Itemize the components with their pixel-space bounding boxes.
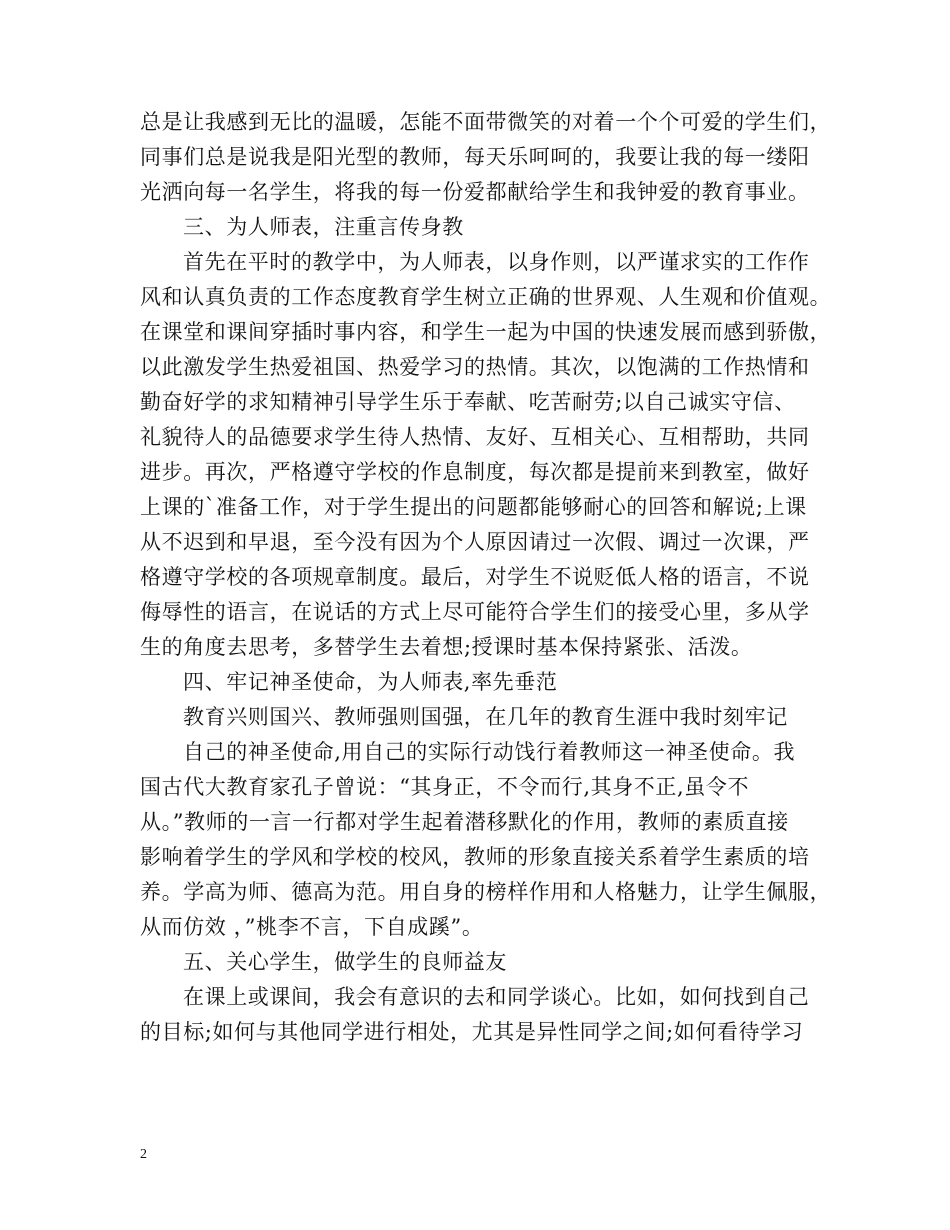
- paragraph-line: 首先在平时的教学中，为人师表，以身作则，以严谨求实的工作作: [183, 250, 810, 274]
- section-heading: 五、关心学生，做学生的良师益友: [183, 950, 507, 974]
- paragraph-line: 从。”教师的一言一行都对学生起着潜移默化的作用，教师的素质直接: [140, 810, 789, 834]
- paragraph-line: 进步。再次，严格遵守学校的作息制度，每次都是提前来到教室，做好: [140, 460, 810, 484]
- paragraph-line: 自己的神圣使命,用自己的实际行动饯行着教师这一神圣使命。我: [183, 740, 796, 764]
- paragraph-line: 从不迟到和早退，至今没有因为个人原因请过一次假、调过一次课，严: [140, 530, 810, 554]
- section-heading: 三、为人师表，注重言传身教: [183, 215, 464, 239]
- paragraph-line: 风和认真负责的工作态度教育学生树立正确的世界观、人生观和价值观。: [140, 285, 832, 309]
- page-number: 2: [140, 1147, 147, 1162]
- paragraph-line: 影响着学生的学风和学校的校风，教师的形象直接关系着学生素质的培: [140, 845, 810, 869]
- paragraph-line: 生的角度去思考，多替学生去着想;授课时基本保持紧张、活泼。: [140, 635, 753, 659]
- paragraph-line: 上课的`准备工作，对于学生提出的问题都能够耐心的回答和解说;上课: [140, 495, 807, 519]
- paragraph-line: 以此激发学生热爱祖国、热爱学习的热情。其次，以饱满的工作热情和: [140, 355, 810, 379]
- paragraph-line: 教育兴则国兴、教师强则国强，在几年的教育生涯中我时刻牢记: [183, 705, 788, 729]
- paragraph-line: 侮辱性的语言，在说话的方式上尽可能符合学生们的接受心里，多从学: [140, 600, 810, 624]
- paragraph-line: 从而仿效 ，”桃李不言，下自成蹊”。: [140, 915, 484, 939]
- paragraph-line: 国古代大教育家孔子曾说：“其身正，不令而行,其身不正,虽令不: [140, 775, 750, 799]
- paragraph-line: 同事们总是说我是阳光型的教师，每天乐呵呵的，我要让我的每一缕阳: [140, 145, 810, 169]
- paragraph-line: 在课堂和课间穿插时事内容，和学生一起为中国的快速发展而感到骄傲，: [140, 320, 832, 344]
- paragraph-line: 的目标;如何与其他同学进行相处，尤其是异性同学之间;如何看待学习: [140, 1020, 804, 1044]
- paragraph-line: 养。学高为师、德高为范。用自身的榜样作用和人格魅力，让学生佩服，: [140, 880, 832, 904]
- paragraph-line: 光洒向每一名学生，将我的每一份爱都献给学生和我钟爱的教育事业。: [140, 180, 810, 204]
- section-heading: 四、牢记神圣使命，为人师表,率先垂范: [183, 670, 558, 694]
- paragraph-line: 格遵守学校的各项规章制度。最后，对学生不说贬低人格的语言，不说: [140, 565, 810, 589]
- paragraph-line: 总是让我感到无比的温暖，怎能不面带微笑的对着一个个可爱的学生们，: [140, 110, 832, 134]
- paragraph-line: 在课上或课间，我会有意识的去和同学谈心。比如，如何找到自己: [183, 985, 810, 1009]
- paragraph-line: 勤奋好学的求知精神引导学生乐于奉献、吃苦耐劳;以自己诚实守信、: [140, 390, 796, 414]
- paragraph-line: 礼貌待人的品德要求学生待人热情、友好、互相关心、互相帮助，共同: [140, 425, 810, 449]
